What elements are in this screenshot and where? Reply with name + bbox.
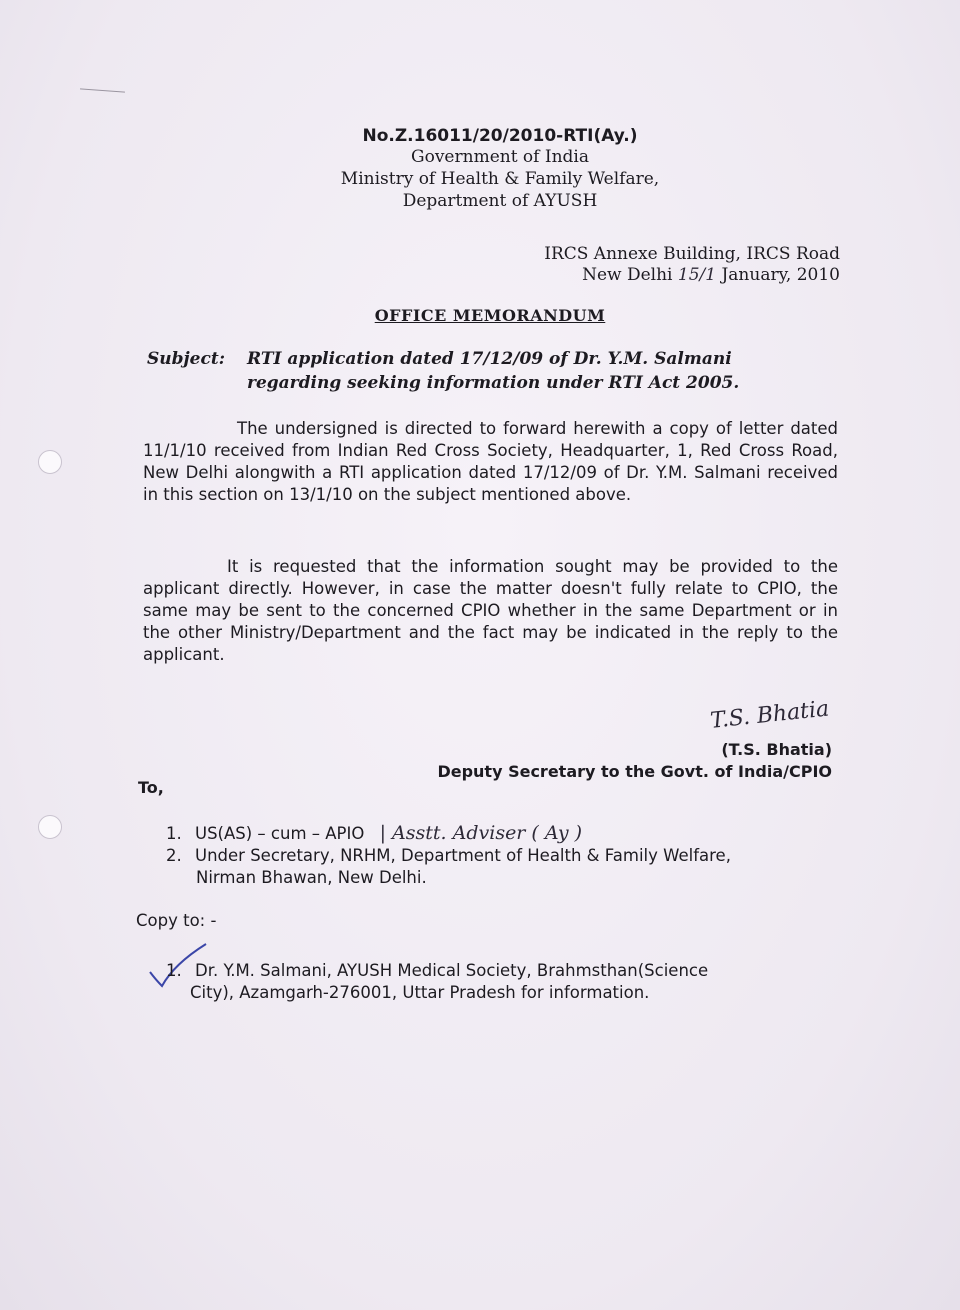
address-block <box>460 244 840 286</box>
header-government: Government of India <box>411 147 589 167</box>
recipient-text: US(AS) – cum – APIO <box>195 824 365 843</box>
copy-list <box>166 960 846 1004</box>
memo-title: OFFICE MEMORANDUM <box>374 306 606 325</box>
subject-label: Subject: <box>147 349 225 369</box>
paragraph-2: It is requested that the information sought may be provided to the applicant directly. However, in case the matter doesn't fully relate to CPIO, the same may be sent to the concerned CPIO whether in the same Department or in the other Ministry/Department and the fact may be indicated in the reply to the applicant. <box>143 557 838 664</box>
date-prefix: New Delhi <box>582 265 673 285</box>
recipient-handwritten-note: | Asstt. Adviser ( Ay ) <box>379 822 583 844</box>
to-label: To, <box>138 778 164 797</box>
signature-handwritten: T.S. Bhatia <box>709 696 831 734</box>
header-ministry: Ministry of Health & Family Welfare, <box>340 169 660 189</box>
list-number: 1. <box>166 824 182 843</box>
recipient-item-1 <box>166 822 856 845</box>
date-handwritten: 15/1 <box>677 265 717 285</box>
copy-to-label: Copy to: - <box>136 911 217 930</box>
subject-line-1: RTI application dated 17/12/09 of Dr. Y.M. Salmani <box>247 349 732 369</box>
subject-line-2: regarding seeking information under RTI Act 2005. <box>247 373 740 393</box>
copy-text: Dr. Y.M. Salmani, AYUSH Medical Society, Brahmsthan(Science <box>195 961 709 980</box>
paragraph-1: The undersigned is directed to forward herewith a copy of letter dated 11/1/10 received from Indian Red Cross Society, Headquarter, 1, Red Cross Road, New Delhi alongwith a RTI application dated 17/12/09 of Dr. Y.M. Salmani received in this section on 13/1/10 on the subject mentioned above. <box>143 419 838 504</box>
list-number: 1. <box>166 961 182 980</box>
recipient-list <box>166 822 856 889</box>
punch-hole-bottom <box>38 815 62 839</box>
address-line: IRCS Annexe Building, IRCS Road <box>544 244 840 264</box>
recipient-text-continued: Nirman Bhawan, New Delhi. <box>196 868 427 887</box>
scan-mark <box>80 88 125 92</box>
date-suffix: January, 2010 <box>721 265 840 285</box>
punch-hole-top <box>38 450 62 474</box>
header-department: Department of AYUSH <box>402 191 598 211</box>
recipient-item-2 <box>166 845 856 889</box>
list-number: 2. <box>166 846 182 865</box>
signatory-name: (T.S. Bhatia) <box>721 740 832 759</box>
copy-text-continued: City), Azamgarh-276001, Uttar Pradesh for information. <box>190 983 650 1002</box>
recipient-text: Under Secretary, NRHM, Department of Health & Family Welfare, <box>195 846 731 865</box>
reference-number: No.Z.16011/20/2010-RTI(Ay.) <box>362 126 638 146</box>
date-line <box>460 265 840 286</box>
letter-header <box>300 126 700 212</box>
signatory-designation: Deputy Secretary to the Govt. of India/CPIO <box>437 762 832 781</box>
copy-item-1 <box>166 960 846 1004</box>
